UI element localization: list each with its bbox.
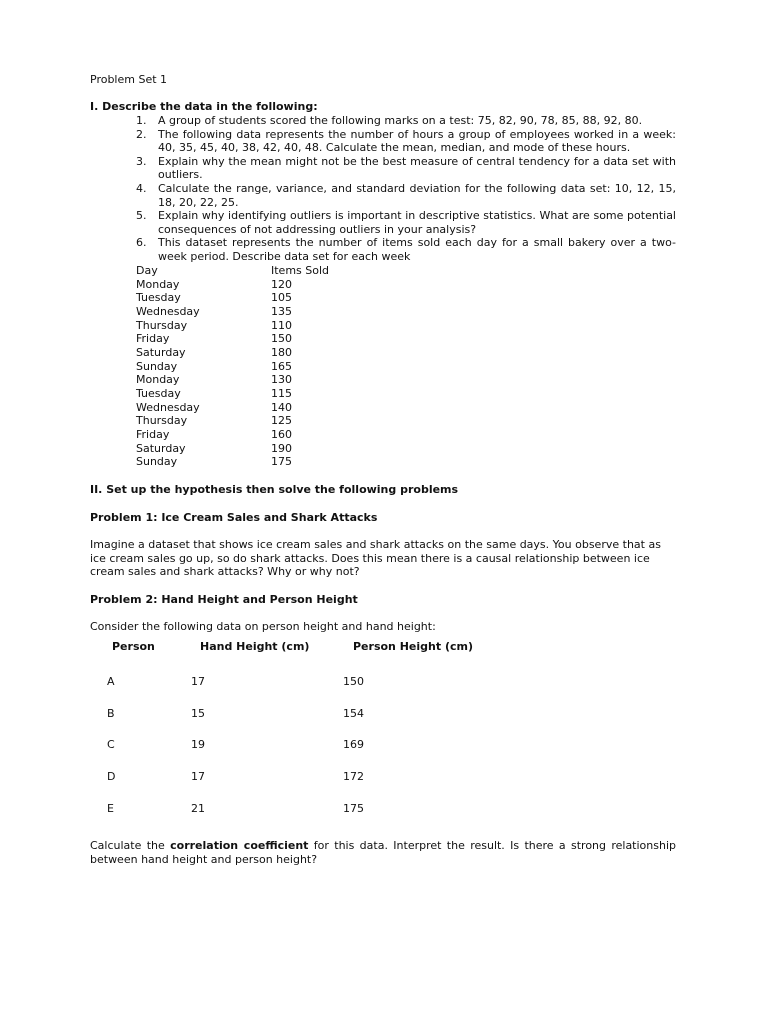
height-header-person-height: Person Height (cm) (353, 640, 473, 653)
question-item (136, 236, 676, 263)
document-title: Problem Set 1 (90, 73, 168, 86)
question-item (136, 155, 676, 182)
table-row (136, 428, 329, 442)
day-cell: Monday (136, 373, 180, 387)
person-height-cell: 175 (343, 802, 364, 815)
height-header-person: Person (112, 640, 155, 653)
table-row (136, 387, 329, 401)
person-height-cell: 150 (343, 675, 364, 688)
height-header-hand: Hand Height (cm) (200, 640, 310, 653)
question-number: 3. (136, 154, 147, 168)
sales-header-items: Items Sold (271, 264, 330, 277)
question-number: 4. (136, 181, 147, 195)
items-cell: 130 (271, 373, 292, 387)
person-height-cell: 169 (343, 738, 364, 751)
day-cell: Sunday (136, 359, 178, 373)
question-item (136, 114, 676, 128)
table-row (136, 332, 329, 346)
person-height-cell: 172 (343, 770, 364, 783)
table-row (136, 319, 329, 333)
question-number: 5. (136, 209, 147, 223)
items-cell: 150 (271, 332, 292, 346)
question-item (136, 209, 676, 236)
table-row (136, 278, 329, 292)
day-cell: Saturday (136, 345, 186, 359)
problem-2-intro: Consider the following data on person height and hand height: (90, 620, 436, 633)
items-cell: 125 (271, 414, 292, 428)
hand-height-cell: 17 (191, 770, 205, 783)
sales-table-header (136, 264, 329, 278)
question-text: Explain why identifying outliers is important in descriptive statistics. What are some potential consequences of not addressing outliers in your analysis? (158, 209, 676, 236)
question-number: 6. (136, 236, 147, 250)
day-cell: Monday (136, 277, 180, 291)
table-row (136, 305, 329, 319)
person-height-cell: 154 (343, 707, 364, 720)
hand-height-cell: 21 (191, 802, 205, 815)
person-cell: E (107, 802, 114, 815)
closing-text-pre: Calculate the (90, 839, 165, 852)
day-cell: Friday (136, 427, 170, 441)
question-text: The following data represents the number of hours a group of employees worked in a week: 40, 35, 45, 40, 38, 42, 40, 48. Calculate the mean, median, and mode of these hours. (158, 127, 676, 155)
closing-text-bold: correlation coefficient (170, 839, 309, 852)
question-item (136, 182, 676, 209)
question-text: Calculate the range, variance, and standard deviation for the following data set: 10, 12, 15, 18, 20, 22, 25. (158, 181, 676, 209)
items-cell: 135 (271, 304, 292, 318)
items-cell: 110 (271, 318, 292, 332)
day-cell: Thursday (136, 414, 188, 428)
sales-table (136, 264, 329, 469)
items-cell: 140 (271, 400, 292, 414)
question-number: 1. (136, 114, 147, 127)
day-cell: Wednesday (136, 304, 200, 318)
table-row (136, 373, 329, 387)
problem-1-text: Imagine a dataset that shows ice cream sales and shark attacks on the same days. You observe that as ice cream sales go up, so do shark attacks. Does this mean there is a causal relationship between ice cream sales and shark attacks? Why or why not? (90, 538, 661, 579)
question-text: This dataset represents the number of items sold each day for a small bakery over a two-week period. Describe data set for each week (158, 236, 676, 263)
question-text: Explain why the mean might not be the best measure of central tendency for a data set with outliers. (158, 154, 676, 182)
person-cell: C (107, 738, 115, 751)
table-row (136, 291, 329, 305)
items-cell: 105 (271, 291, 292, 305)
day-cell: Thursday (136, 318, 188, 332)
hand-height-cell: 19 (191, 738, 205, 751)
person-cell: A (107, 675, 115, 688)
table-row (136, 346, 329, 360)
day-cell: Tuesday (136, 291, 181, 305)
hand-height-cell: 17 (191, 675, 205, 688)
person-cell: B (107, 707, 115, 720)
sales-header-day: Day (136, 264, 158, 277)
items-cell: 160 (271, 427, 292, 441)
problem-1-heading: Problem 1: Ice Cream Sales and Shark Attacks (90, 511, 378, 524)
items-cell: 165 (271, 359, 292, 373)
items-cell: 115 (271, 386, 292, 400)
day-cell: Tuesday (136, 386, 181, 400)
question-number: 2. (136, 127, 147, 141)
day-cell: Friday (136, 332, 170, 346)
table-row (136, 360, 329, 374)
question-item (136, 128, 676, 155)
day-cell: Wednesday (136, 400, 200, 414)
day-cell: Saturday (136, 441, 186, 455)
table-row (136, 414, 329, 428)
items-cell: 180 (271, 345, 292, 359)
hand-height-cell: 15 (191, 707, 205, 720)
table-row (136, 442, 329, 456)
table-row (136, 401, 329, 415)
problem-2-heading: Problem 2: Hand Height and Person Height (90, 593, 358, 606)
person-cell: D (107, 770, 116, 783)
items-cell: 175 (271, 455, 292, 469)
question-text: A group of students scored the following marks on a test: 75, 82, 90, 78, 85, 88, 92, 80. (158, 114, 643, 127)
closing-text-post: for this data. Interpret the result. Is there a strong relationship between hand height and person height? (90, 839, 676, 866)
problem-2-closing (90, 839, 676, 866)
table-row (136, 455, 329, 469)
question-list (136, 114, 676, 264)
section-2-heading: II. Set up the hypothesis then solve the following problems (90, 483, 459, 496)
items-cell: 120 (271, 277, 292, 291)
day-cell: Sunday (136, 455, 178, 469)
items-cell: 190 (271, 441, 292, 455)
section-1-heading: I. Describe the data in the following: (90, 100, 318, 113)
